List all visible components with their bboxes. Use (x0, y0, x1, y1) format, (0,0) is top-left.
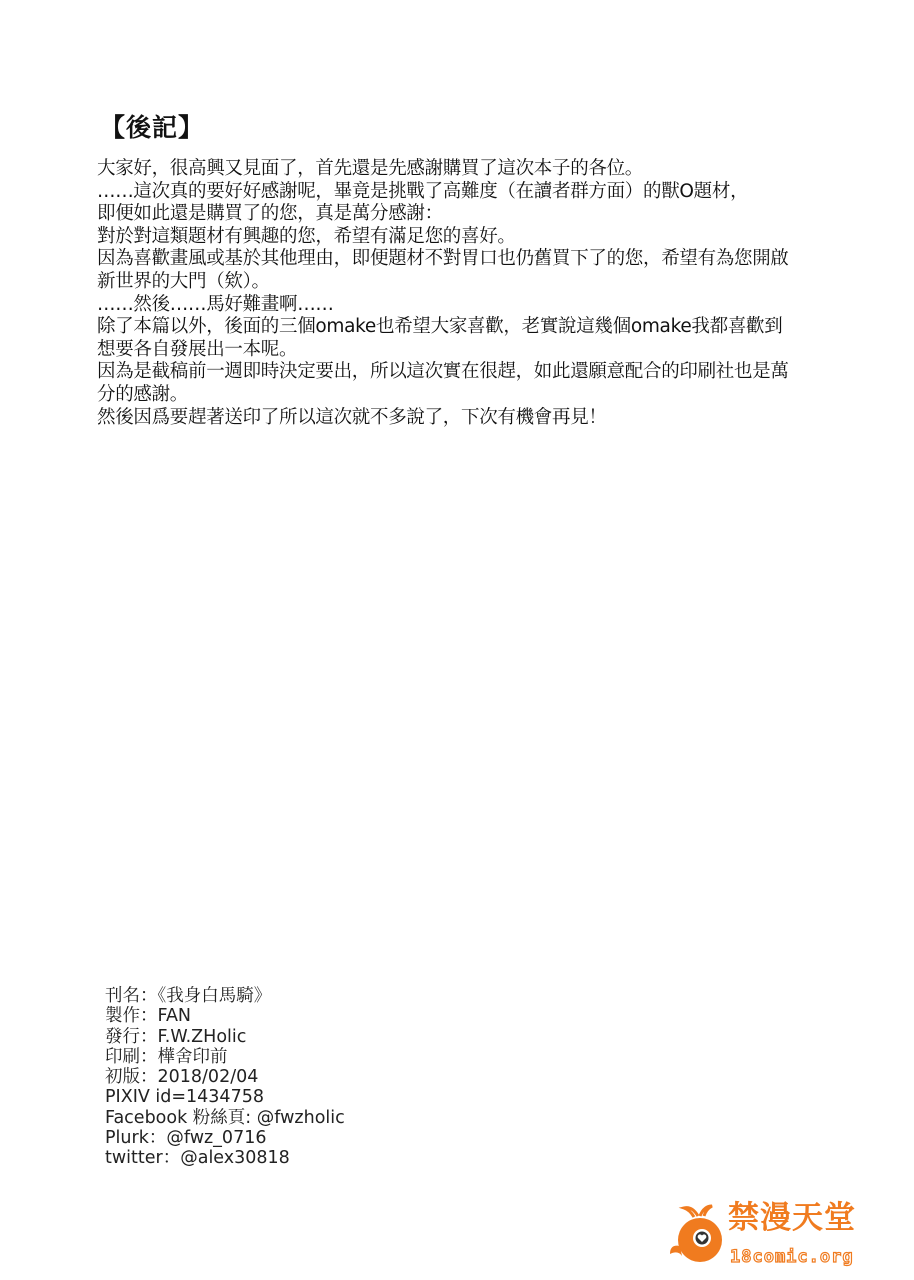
afterword-body (97, 158, 837, 429)
colophon-title: 刊名：《我身白馬騎》 (105, 986, 272, 1006)
paragraph-line: 分的感謝。 (97, 383, 189, 405)
paragraph-line: 然後因爲要趕著送印了所以這次就不多說了，下次有機會再見！ (97, 406, 607, 428)
paragraph-line: 大家好，很高興又見面了，首先還是先感謝購買了這次本子的各位。 (97, 158, 644, 179)
paragraph-line: 除了本篇以外，後面的三個omake也希望大家喜歡，老實說這幾個omake我都喜歡到 (97, 316, 783, 338)
watermark-logo (668, 1198, 888, 1276)
paragraph-line: 對於對這類題材有興趣的您，希望有滿足您的喜好。 (97, 225, 516, 247)
colophon-facebook: Facebook 粉絲頁: @fwzholic (105, 1107, 345, 1128)
colophon-plurk: Plurk：@fwz_0716 (105, 1128, 267, 1149)
paragraph-line: ……然後……馬好難畫啊…… (97, 293, 334, 315)
colophon-publisher: 發行：F.W.ZHolic (105, 1026, 247, 1047)
paragraph-line: 即便如此還是購買了的您，真是萬分感謝： (97, 203, 443, 225)
afterword-title: 【後記】 (100, 113, 205, 142)
watermark-name: 禁漫天堂 (728, 1200, 856, 1236)
paragraph-line: 因為是截稿前一週即時決定要出，所以這次實在很趕，如此還願意配合的印刷社也是萬 (97, 361, 789, 383)
colophon-date: 初版：2018/02/04 (105, 1067, 259, 1088)
colophon (105, 986, 345, 1169)
paragraph-line: 新世界的大門（欸）。 (97, 270, 270, 292)
paragraph-line: 想要各自發展出一本呢。 (97, 338, 298, 360)
watermark-url: 18comic.org (730, 1247, 854, 1267)
mascot-icon (668, 1202, 728, 1268)
colophon-pixiv: PIXIV id=1434758 (105, 1087, 264, 1108)
colophon-author: 製作：FAN (105, 1006, 192, 1027)
paragraph-line: 因為喜歡畫風或基於其他理由，即便題材不對胃口也仍舊買下了的您，希望有為您開啟 (97, 248, 789, 270)
colophon-printer: 印刷：樺舍印前 (105, 1046, 228, 1067)
colophon-twitter: twitter：@alex30818 (105, 1148, 290, 1169)
paragraph-line: ……這次真的要好好感謝呢，畢竟是挑戰了高難度（在讀者群方面）的獸O題材， (97, 180, 749, 202)
